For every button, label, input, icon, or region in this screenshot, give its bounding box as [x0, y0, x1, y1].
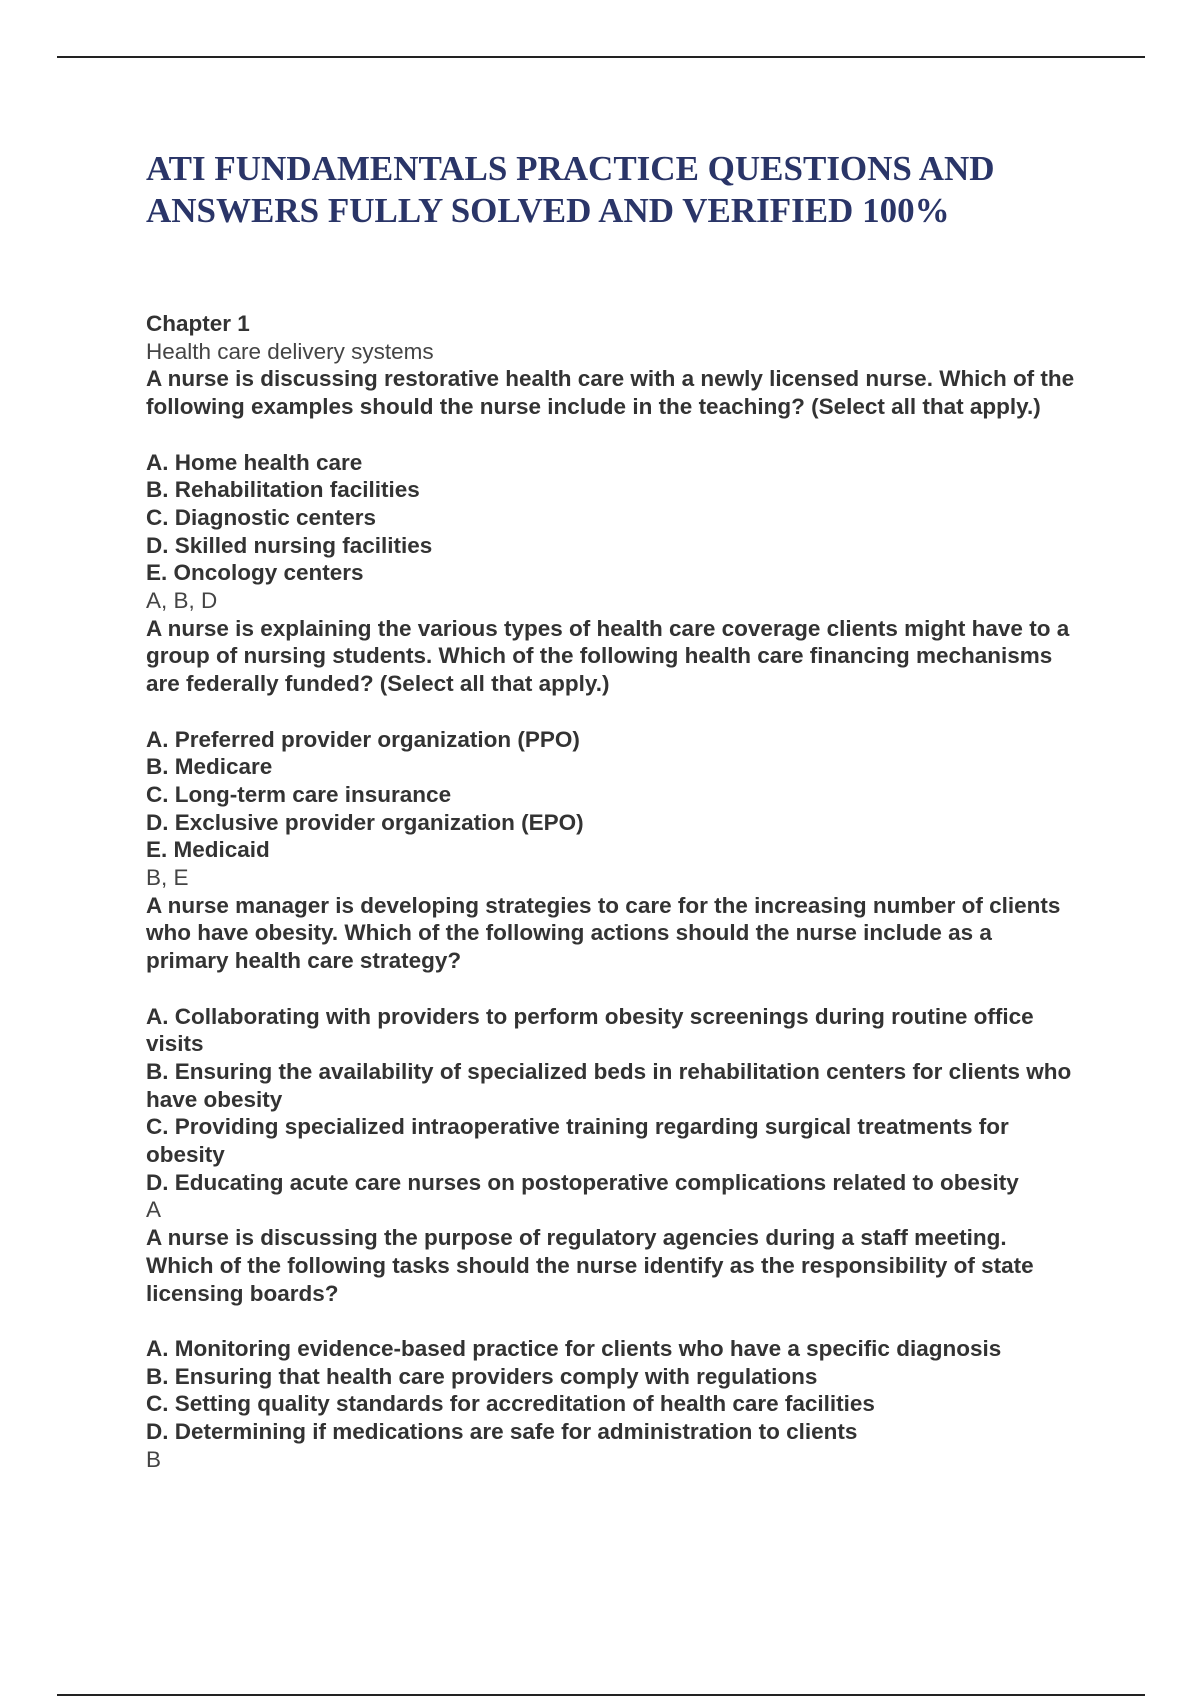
- option-list: [146, 1003, 1076, 1197]
- answer-text: B: [146, 1446, 162, 1472]
- option-item: D. Skilled nursing facilities: [146, 532, 433, 558]
- question-block: [146, 1224, 1076, 1473]
- option-list: [146, 726, 1076, 865]
- option-item: D. Exclusive provider organization (EPO): [146, 809, 584, 835]
- option-item: E. Oncology centers: [146, 560, 364, 586]
- answer-text: A: [146, 1197, 162, 1223]
- question-text: A nurse manager is developing strategies to care for the increasing number of clients who have obesity. Which of the following actions should the nurse include as a primary health care strategy?: [146, 892, 1061, 974]
- option-item: C. Diagnostic centers: [146, 504, 377, 530]
- option-item: D. Determining if medications are safe for administration to clients: [146, 1419, 858, 1445]
- option-list: [146, 449, 1076, 588]
- top-rule: [57, 56, 1145, 58]
- option-item: A. Home health care: [146, 449, 363, 475]
- option-item: A. Preferred provider organization (PPO): [146, 726, 580, 752]
- chapter-label: Chapter 1: [146, 311, 250, 336]
- option-item: B. Rehabilitation facilities: [146, 477, 420, 503]
- chapter-section: [146, 310, 1076, 1473]
- question-block: [146, 615, 1076, 892]
- bottom-rule: [57, 1694, 1145, 1696]
- option-item: C. Providing specialized intraoperative training regarding surgical treatments for obesity: [146, 1114, 1009, 1168]
- option-item: A. Collaborating with providers to perform obesity screenings during routine office visits: [146, 1003, 1034, 1057]
- question-text: A nurse is discussing restorative health care with a newly licensed nurse. Which of the following examples should the nurse include in the teaching? (Select all that apply.): [146, 366, 1075, 420]
- question-text: A nurse is explaining the various types of health care coverage clients might have to a group of nursing students. Which of the following health care financing mechanisms are federally funded? (Select all that apply.): [146, 615, 1070, 697]
- option-item: C. Setting quality standards for accreditation of health care facilities: [146, 1391, 875, 1417]
- document-title: ATI FUNDAMENTALS PRACTICE QUESTIONS AND ANSWERS FULLY SOLVED AND VERIFIED 100%: [146, 149, 995, 230]
- question-block: [146, 365, 1076, 614]
- answer-text: B, E: [146, 865, 189, 891]
- chapter-subtitle: Health care delivery systems: [146, 338, 434, 364]
- option-item: E. Medicaid: [146, 837, 270, 863]
- question-text: A nurse is discussing the purpose of regulatory agencies during a staff meeting. Which of the following tasks should the nurse identify as the responsibility of state licensing boards?: [146, 1225, 1034, 1306]
- option-list: [146, 1335, 1076, 1446]
- document-body: [146, 148, 1076, 1473]
- question-block: [146, 892, 1076, 1224]
- option-item: C. Long-term care insurance: [146, 781, 452, 807]
- option-item: B. Ensuring the availability of specialized beds in rehabilitation centers for clients who have obesity: [146, 1058, 1072, 1112]
- option-item: D. Educating acute care nurses on postoperative complications related to obesity: [146, 1169, 1019, 1195]
- option-item: A. Monitoring evidence-based practice for clients who have a specific diagnosis: [146, 1335, 1002, 1361]
- answer-text: A, B, D: [146, 588, 218, 614]
- option-item: B. Medicare: [146, 754, 273, 780]
- option-item: B. Ensuring that health care providers comply with regulations: [146, 1363, 818, 1389]
